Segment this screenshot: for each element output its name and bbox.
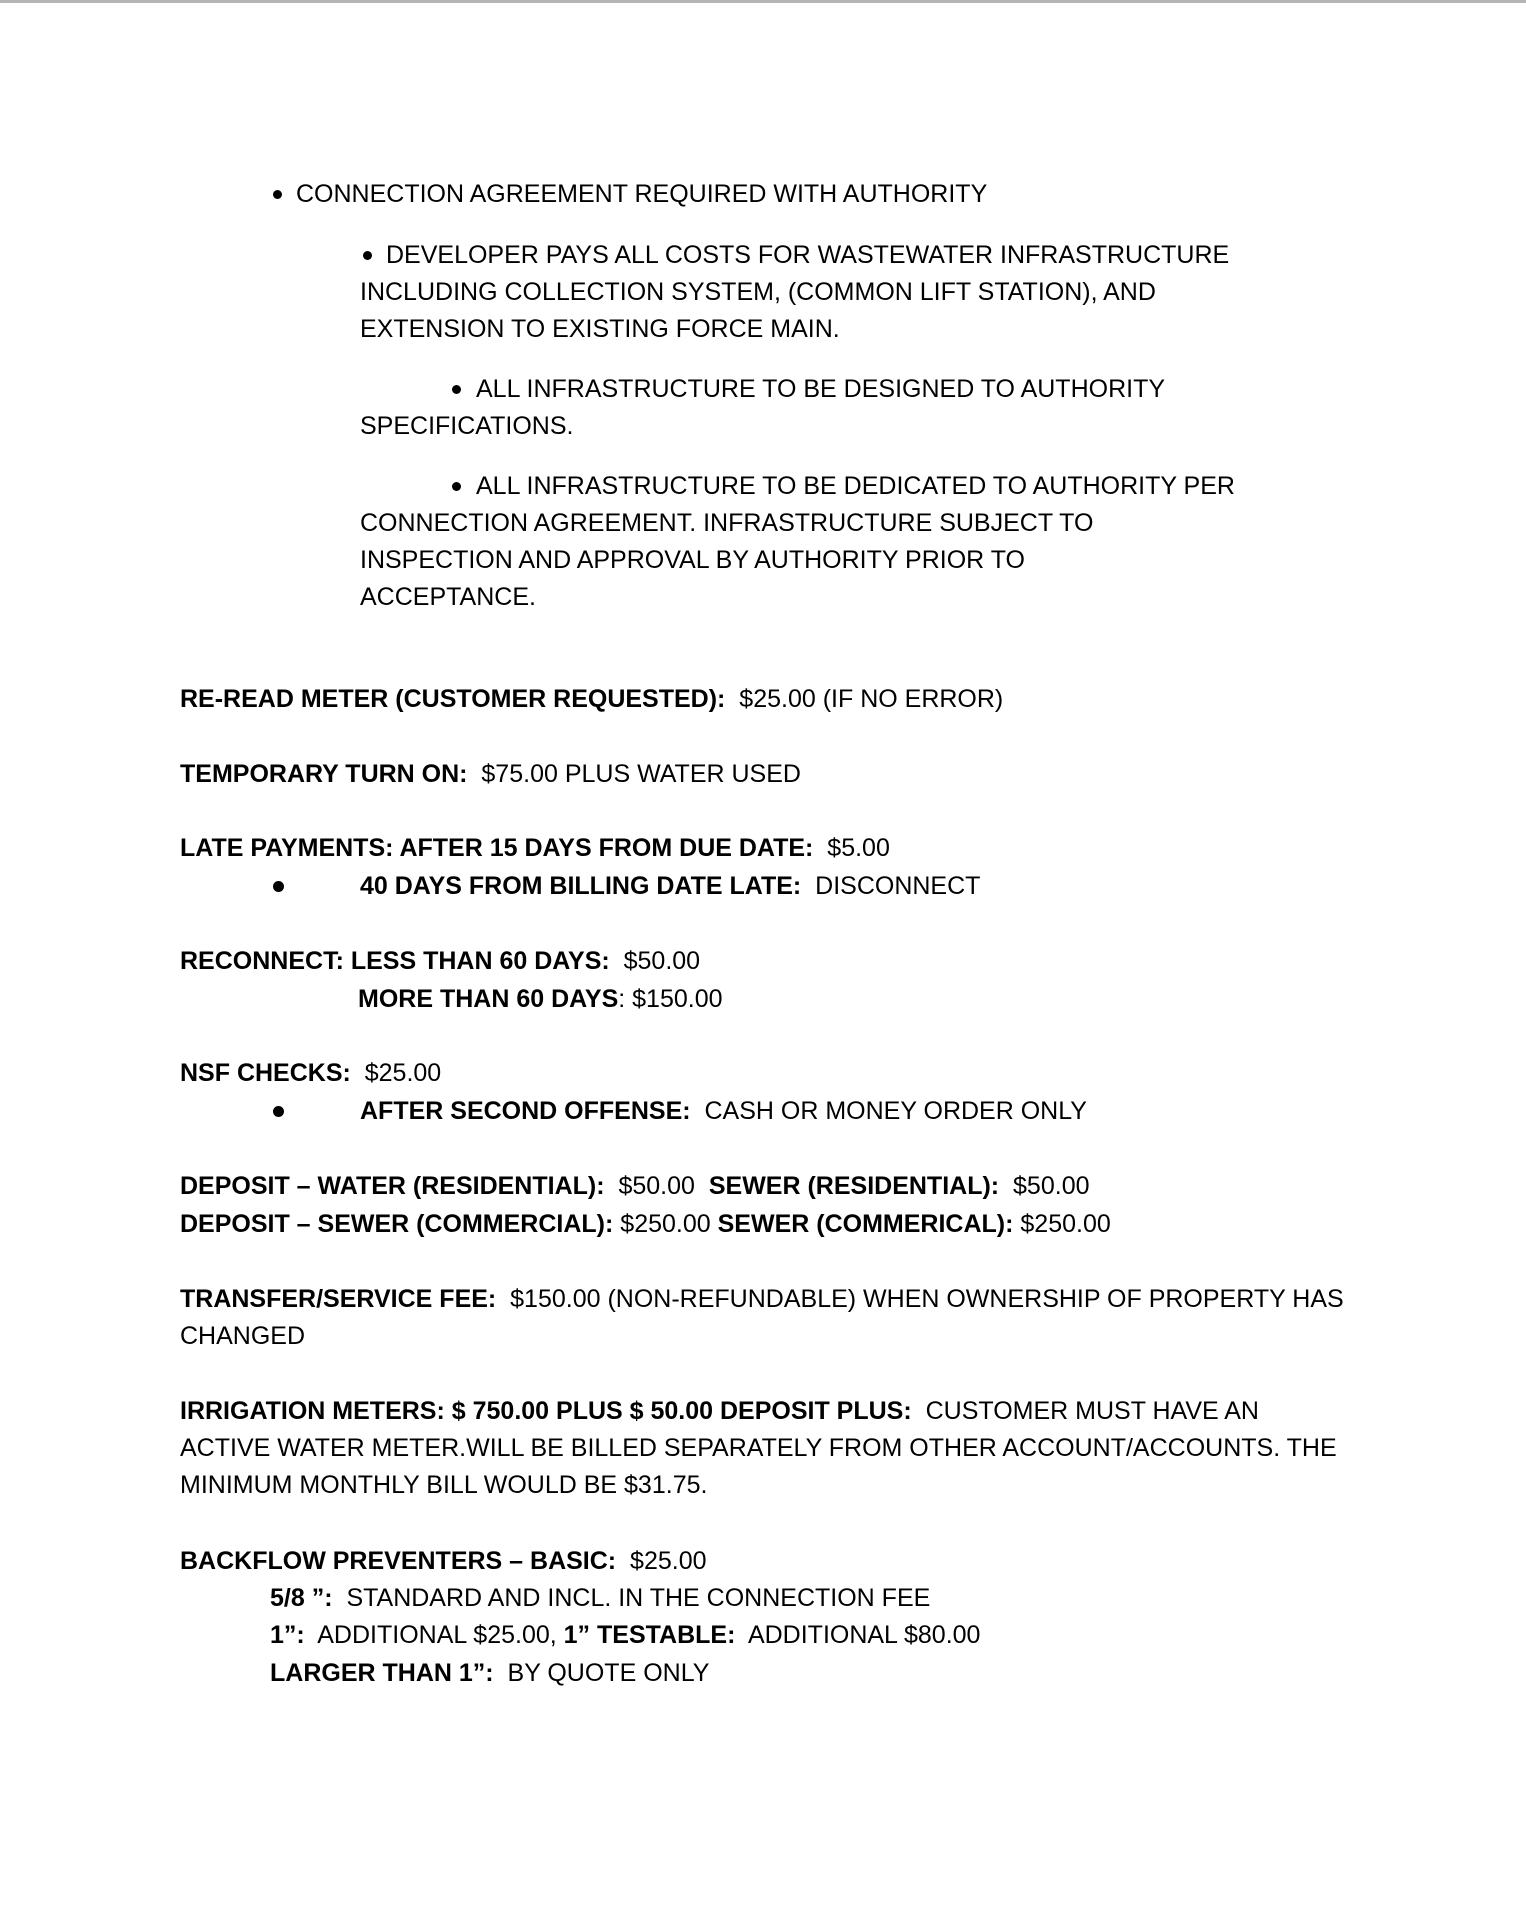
connection-agreement: CONNECTION AGREEMENT REQUIRED WITH AUTHORITY	[296, 180, 988, 208]
backflow-row-58	[270, 1580, 930, 1617]
developer-line-3: EXTENSION TO EXISTING FORCE MAIN.	[360, 315, 840, 343]
backflow-label: BACKFLOW PREVENTERS – BASIC:	[180, 1547, 617, 1575]
transfer-label: TRANSFER/SERVICE FEE:	[180, 1285, 497, 1313]
backflow-larger-label: LARGER THAN 1”:	[270, 1659, 494, 1687]
reread-value: $25.00 (IF NO ERROR)	[739, 685, 1004, 713]
deposit-water-res-label: DEPOSIT – WATER (RESIDENTIAL):	[180, 1172, 605, 1200]
transfer-value: $150.00 (NON-REFUNDABLE) WHEN OWNERSHIP OF PROPERTY HAS	[510, 1285, 1344, 1313]
reconnect-more-value: : $150.00	[618, 985, 723, 1013]
backflow-value: $25.00	[630, 1547, 707, 1575]
backflow-1in-value: ADDITIONAL $25.00,	[317, 1621, 557, 1649]
dedicated-line-4: ACCEPTANCE.	[360, 583, 536, 611]
backflow-1in-testable-label: 1” TESTABLE:	[563, 1621, 736, 1649]
backflow-58-label: 5/8 ”:	[270, 1584, 333, 1612]
transfer-value-cont: CHANGED	[180, 1322, 306, 1350]
backflow-row-larger	[270, 1655, 709, 1692]
nsf-checks-row	[180, 1055, 441, 1092]
late-label: LATE PAYMENTS: AFTER 15 DAYS FROM DUE DATE:	[180, 834, 814, 862]
backflow-1in-testable-value: ADDITIONAL $80.00	[747, 1621, 981, 1649]
deposit-sewer-com-label: DEPOSIT – SEWER (COMMERCIAL):	[180, 1210, 614, 1238]
reconnect-row	[180, 943, 700, 980]
designed-line-1: ALL INFRASTRUCTURE TO BE DESIGNED TO AUTHORITY	[476, 375, 1166, 403]
deposit-water-res-value: $50.00	[618, 1172, 695, 1200]
temporary-label: TEMPORARY TURN ON:	[180, 760, 468, 788]
deposit-row-1	[180, 1168, 1090, 1205]
nsf-sub-value: CASH OR MONEY ORDER ONLY	[704, 1097, 1087, 1125]
dedicated-line-1: ALL INFRASTRUCTURE TO BE DEDICATED TO AUTHORITY PER	[476, 472, 1235, 500]
reread-label: RE-READ METER (CUSTOMER REQUESTED):	[180, 685, 726, 713]
nsf-label: NSF CHECKS:	[180, 1059, 351, 1087]
backflow-larger-value: BY QUOTE ONLY	[507, 1659, 710, 1687]
dedicated-line-2: CONNECTION AGREEMENT. INFRASTRUCTURE SUBJECT TO	[360, 509, 1094, 537]
late-payments-row	[180, 830, 890, 867]
designed-line-2: SPECIFICATIONS.	[360, 412, 574, 440]
reconnect-label: RECONNECT: LESS THAN 60 DAYS:	[180, 947, 610, 975]
backflow-58-value: STANDARD AND INCL. IN THE CONNECTION FEE	[346, 1584, 931, 1612]
deposit-sewer-res-label: SEWER (RESIDENTIAL):	[708, 1172, 1000, 1200]
backflow-row	[180, 1543, 707, 1580]
deposit-row-2	[180, 1206, 1111, 1243]
temporary-value: $75.00 PLUS WATER USED	[481, 760, 801, 788]
late-sub-label: 40 DAYS FROM BILLING DATE LATE:	[360, 872, 802, 900]
irrigation-row	[180, 1393, 1259, 1430]
reconnect-more-label: MORE THAN 60 DAYS	[358, 985, 619, 1013]
temporary-turn-on-row	[180, 756, 801, 793]
nsf-value: $25.00	[364, 1059, 442, 1087]
irrigation-line-3: MINIMUM MONTHLY BILL WOULD BE $31.75.	[180, 1471, 708, 1499]
nsf-sub-label: AFTER SECOND OFFENSE:	[360, 1097, 691, 1125]
bullet-dot	[273, 1106, 284, 1117]
bullet-dot	[273, 190, 282, 199]
reread-meter-row	[180, 681, 1003, 718]
transfer-fee-row	[180, 1281, 1344, 1318]
late-sub-row	[360, 868, 980, 905]
irrigation-label: IRRIGATION METERS: $ 750.00 PLUS $ 50.00 DEPOSIT PLUS:	[180, 1397, 912, 1425]
late-sub-value: DISCONNECT	[815, 872, 981, 900]
irrigation-line-2: ACTIVE WATER METER.WILL BE BILLED SEPARATELY FROM OTHER ACCOUNT/ACCOUNTS. THE	[180, 1434, 1337, 1462]
bullet-dot	[363, 251, 372, 260]
reconnect-more-row	[358, 981, 723, 1018]
developer-line-1: DEVELOPER PAYS ALL COSTS FOR WASTEWATER INFRASTRUCTURE	[386, 241, 1230, 269]
late-value: $5.00	[827, 834, 890, 862]
deposit-sewer-com-value-b: $250.00	[1020, 1210, 1111, 1238]
developer-line-2: INCLUDING COLLECTION SYSTEM, (COMMON LIFT STATION), AND	[360, 278, 1156, 306]
backflow-row-1in	[270, 1617, 980, 1654]
backflow-1in-label: 1”:	[270, 1621, 305, 1649]
nsf-sub-row	[360, 1093, 1087, 1130]
bullet-dot	[273, 881, 284, 892]
bullet-dot	[452, 482, 461, 491]
reconnect-value: $50.00	[623, 947, 701, 975]
deposit-sewer-com-value: $250.00	[620, 1210, 711, 1238]
deposit-sewer-com-label-b: SEWER (COMMERICAL):	[717, 1210, 1014, 1238]
dedicated-line-3: INSPECTION AND APPROVAL BY AUTHORITY PRIOR TO	[360, 546, 1025, 574]
deposit-sewer-res-value: $50.00	[1013, 1172, 1090, 1200]
irrigation-value: CUSTOMER MUST HAVE AN	[925, 1397, 1259, 1425]
bullet-dot	[452, 385, 461, 394]
